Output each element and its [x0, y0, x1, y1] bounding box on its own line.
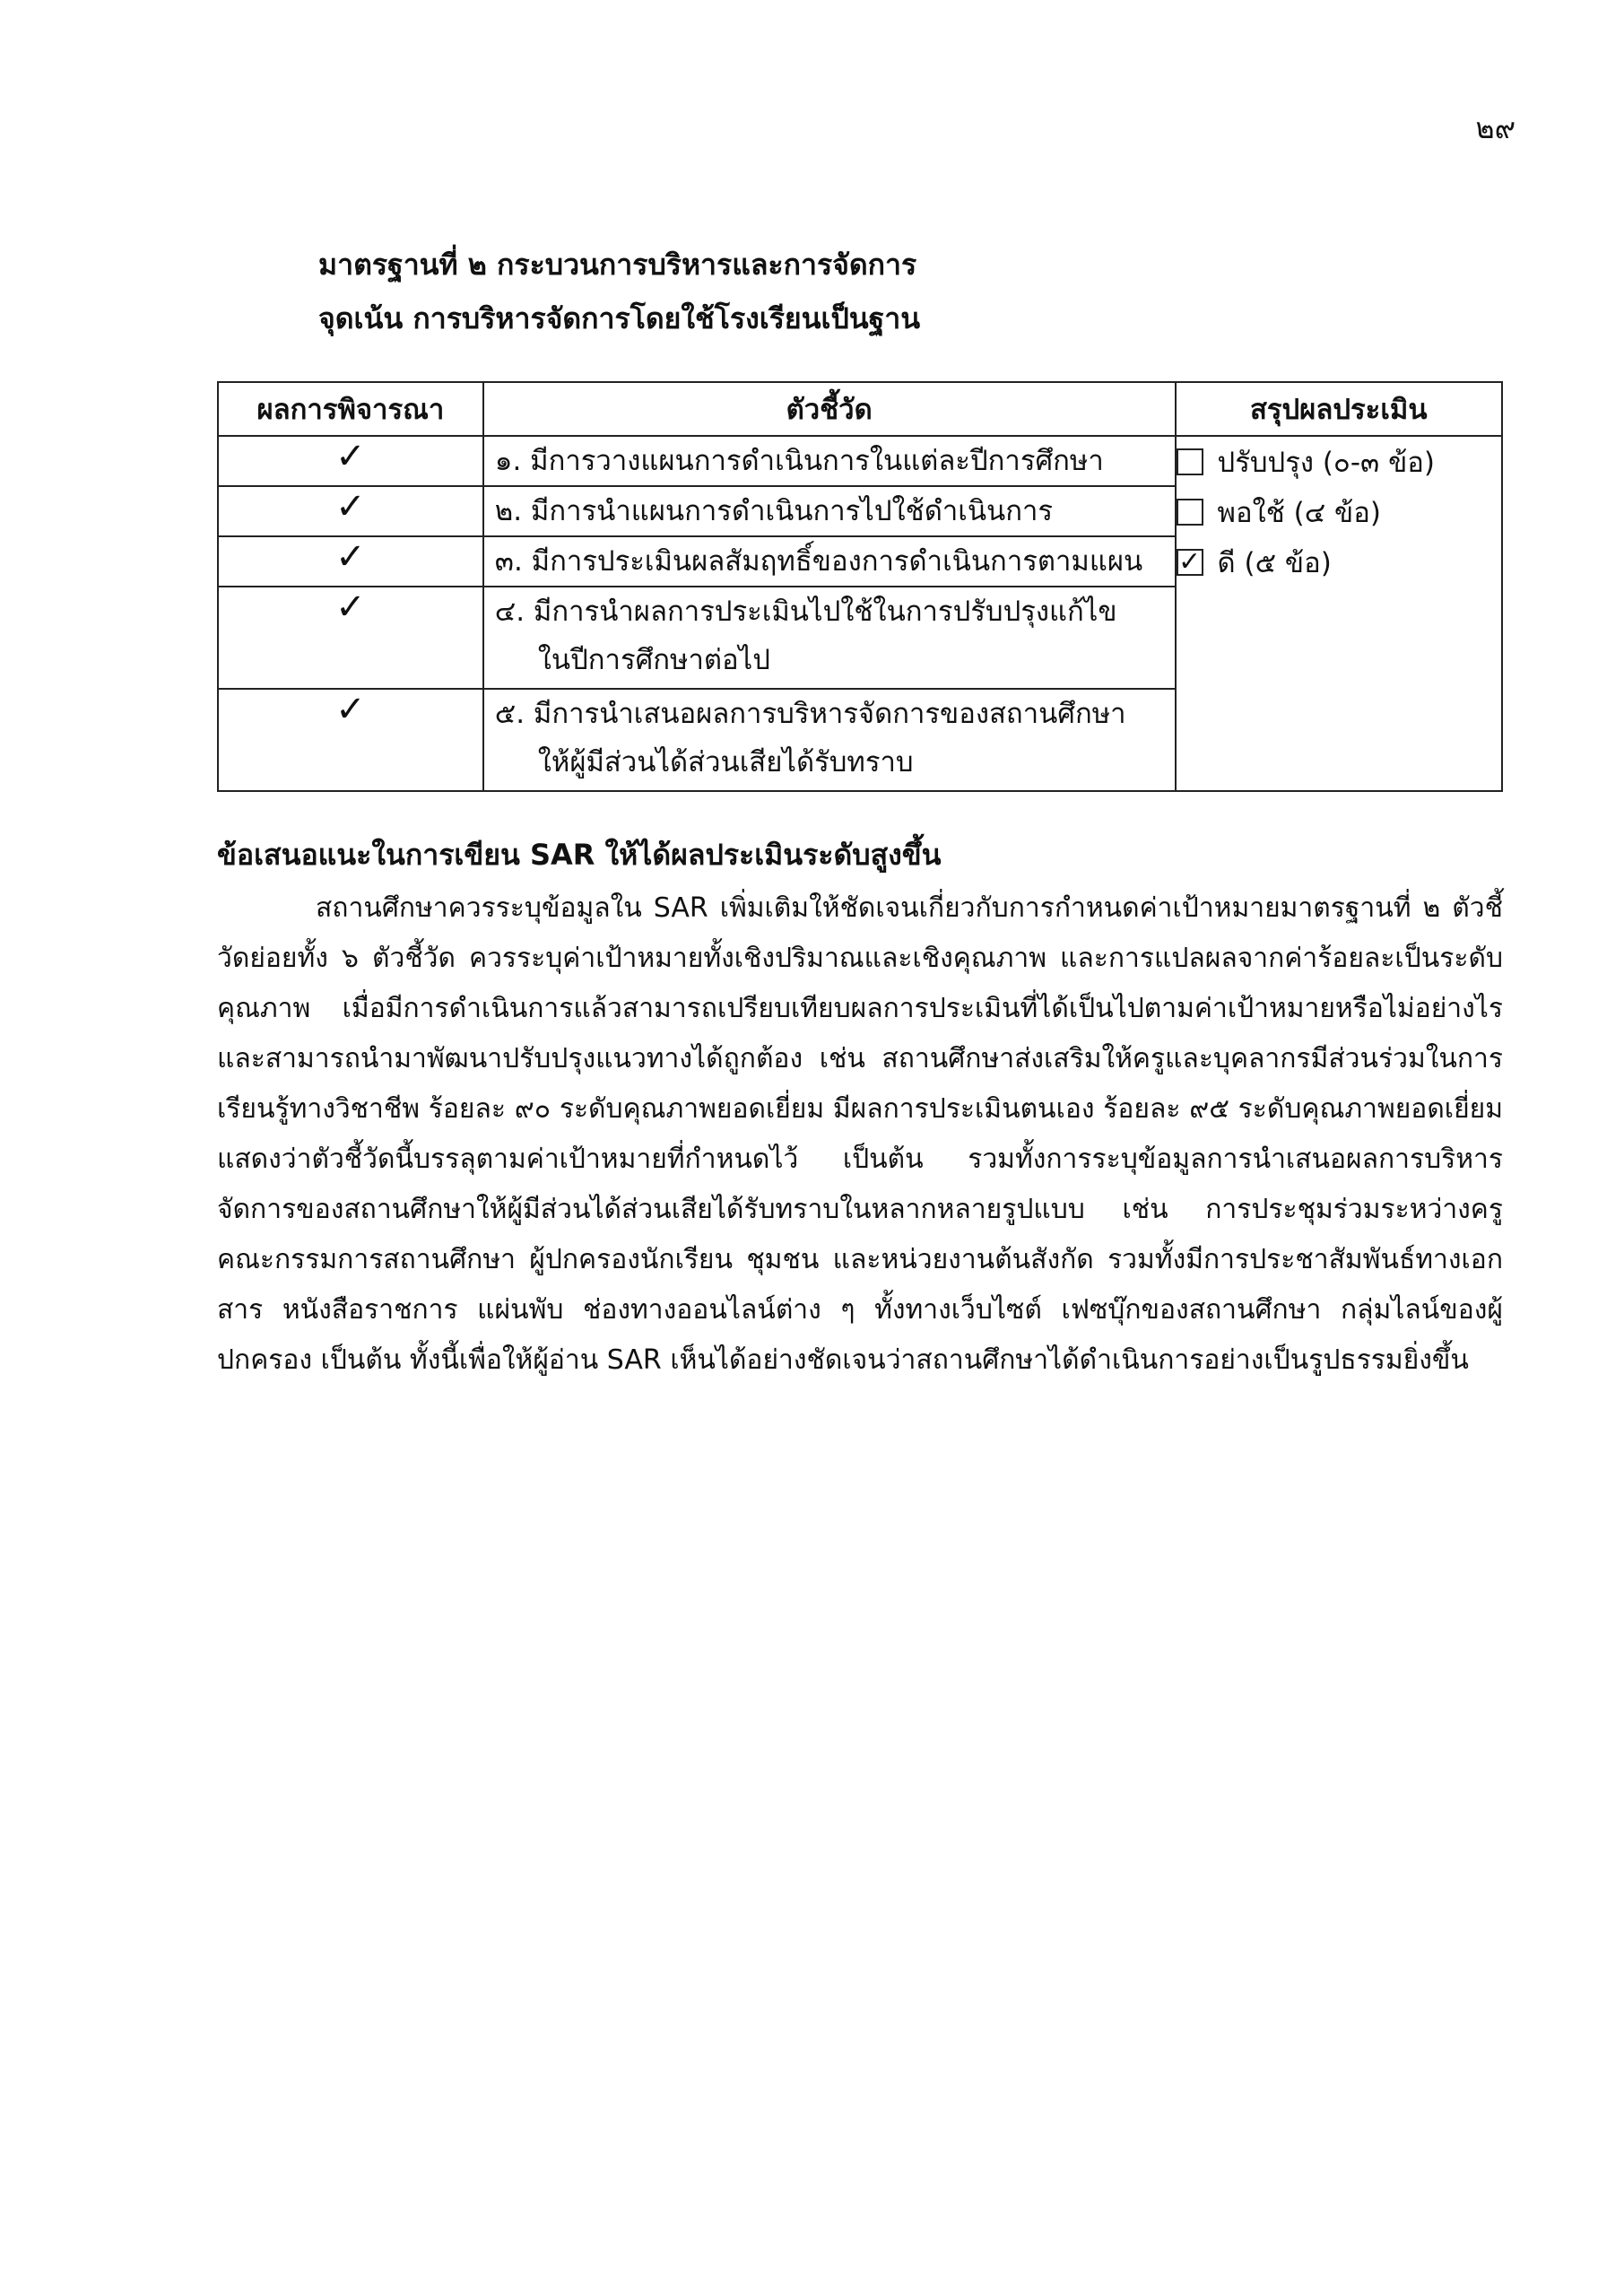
indicator-cell — [483, 486, 1176, 536]
summary-option-label: ปรับปรุง (๐-๓ ข้อ) — [1217, 447, 1435, 479]
evaluation-table — [217, 381, 1503, 792]
indicator-cell — [483, 587, 1176, 689]
check-mark-icon: ✓ — [218, 486, 483, 536]
indicator-cell — [483, 436, 1176, 486]
check-mark-icon: ✓ — [218, 587, 483, 689]
checked-checkbox-icon: ✓ — [1177, 549, 1203, 576]
check-mark-icon: ✓ — [218, 536, 483, 587]
summary-option-label: พอใช้ (๔ ข้อ) — [1217, 497, 1381, 529]
indicator-cell — [483, 689, 1176, 791]
indicator-text-continued: ให้ผู้มีส่วนได้ส่วนเสียได้รับทราบ — [537, 746, 914, 778]
indicator-text-continued: ในปีการศึกษาต่อไป — [537, 644, 770, 676]
summary-option-fair — [1177, 487, 1501, 537]
indicator-cell — [483, 536, 1176, 587]
header-summary: สรุปผลประเมิน — [1176, 382, 1502, 436]
table-header-row — [218, 382, 1502, 436]
check-mark-icon: ✓ — [218, 689, 483, 791]
page-number: ๒๙ — [1475, 111, 1515, 145]
header-indicator: ตัวชี้วัด — [483, 382, 1176, 436]
check-mark-icon: ✓ — [218, 436, 483, 486]
standard-heading: มาตรฐานที่ ๒ กระบวนการบริหารและการจัดการ — [318, 248, 917, 282]
indicator-text: ๓. มีการประเมินผลสัมฤทธิ์ของการดำเนินการตามแผน — [494, 545, 1143, 578]
headings — [318, 238, 920, 345]
indicator-text: ๔. มีการนำผลการประเมินไปใช้ในการปรับปรุงแก้ไข — [494, 596, 1117, 628]
checkbox-icon — [1177, 499, 1203, 526]
summary-option-good — [1177, 537, 1501, 587]
recommendation-body: สถานศึกษาควรระบุข้อมูลใน SAR เพิ่มเติมให้ชัดเจนเกี่ยวกับการกำหนดค่าเป้าหมายมาตรฐานที่ ๒ ตัวชี้วัดย่อยทั้ง ๖ ตัวชี้วัด ควรระบุค่าเป้าหมายทั้งเชิงปริมาณและเชิงคุณภาพ และการแปลผลจากค่าร้อยละเป็นระดับคุณภาพ เมื่อมีการดำเนินการแล้วสามารถเปรียบเทียบผลการประเมินที่ได้เป็นไปตามค่าเป้าหมายหรือไม่อย่างไร และสามารถนำมาพัฒนาปรับปรุงแนวทางได้ถูกต้อง เช่น สถานศึกษาส่งเสริมให้ครูและบุคลากรมีส่วนร่วมในการเรียนรู้ทางวิชาชีพ ร้อยละ ๙๐ ระดับคุณภาพยอดเยี่ยม มีผลการประเมินตนเอง ร้อยละ ๙๕ ระดับคุณภาพยอดเยี่ยม แสดงว่าตัวชี้วัดนี้บรรลุตามค่าเป้าหมายที่กำหนดไว้ เป็นต้น รวมทั้งการระบุข้อมูลการนำเสนอผลการบริหารจัดการของสถานศึกษาให้ผู้มีส่วนได้ส่วนเสียได้รับทราบในหลากหลายรูปแบบ เช่น การประชุมร่วมระหว่างครู คณะกรรมการสถานศึกษา ผู้ปกครองนักเรียน ชุมชน และหน่วยงานต้นสังกัด รวมทั้งมีการประชาสัมพันธ์ทางเอกสาร หนังสือราชการ แผ่นพับ ช่องทางออนไลน์ต่าง ๆ ทั้งทางเว็บไซต์ เฟซบุ๊กของสถานศึกษา กลุ่มไลน์ของผู้ปกครอง เป็นต้น ทั้งนี้เพื่อให้ผู้อ่าน SAR เห็นได้อย่างชัดเจนว่าสถานศึกษาได้ดำเนินการอย่างเป็นรูปธรรมยิ่งขึ้น — [217, 892, 1503, 1376]
table-row — [218, 436, 1502, 486]
checkbox-icon — [1177, 448, 1203, 475]
recommendation-title: ข้อเสนอแนะในการเขียน SAR ให้ได้ผลประเมินระดับสูงขึ้น — [217, 838, 942, 872]
indicator-text: ๕. มีการนำเสนอผลการบริหารจัดการของสถานศึกษา — [494, 698, 1126, 730]
header-result: ผลการพิจารณา — [218, 382, 483, 436]
summary-option-improve — [1177, 437, 1501, 487]
indicator-text: ๒. มีการนำแผนการดำเนินการไปใช้ดำเนินการ — [494, 495, 1054, 527]
summary-option-label: ดี (๕ ข้อ) — [1217, 547, 1332, 579]
focus-heading: จุดเน้น การบริหารจัดการโดยใช้โรงเรียนเป็นฐาน — [318, 301, 921, 335]
summary-cell — [1176, 436, 1502, 791]
indicator-text: ๑. มีการวางแผนการดำเนินการในแต่ละปีการศึกษา — [494, 445, 1104, 477]
